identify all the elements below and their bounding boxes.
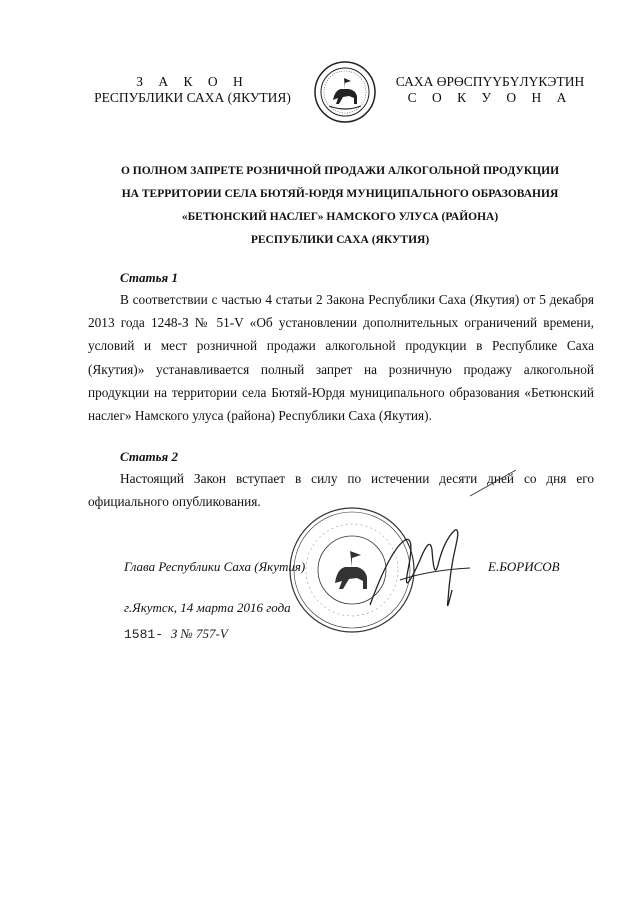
title-line3: «БЕТЮНСКИЙ НАСЛЕГ» НАМСКОГО УЛУСА (РАЙОНА): [181, 211, 499, 223]
header-left-line2: РЕСПУБЛИКИ САХА (ЯКУТИЯ): [94, 90, 291, 105]
article2-heading: Статья 2: [120, 449, 178, 464]
title-line2: НА ТЕРРИТОРИИ СЕЛА БЮТЯЙ-ЮРДЯ МУНИЦИПАЛЬНОГО ОБРАЗОВАНИЯ: [121, 188, 559, 200]
article1-body: В соответствии с частью 4 статьи 2 Закона Республики Саха (Якутия) от 5 декабря 2013 года 1248-З № 51-V «Об установлении дополнительных ограничений времени, условий и мест розничной продажи алкогольной продукции в Республике Саха (Якутия)» устанавливается полный запрет на розничную продажу алкогольной продукции на территории села Бютяй-Юрдя муниципального образования «Бетюнский наслег» Намского улуса (района) Республики Саха (Якутия).: [88, 292, 594, 424]
header-left: [70, 74, 315, 106]
title-line4: РЕСПУБЛИКИ САХА (ЯКУТИЯ): [250, 234, 430, 246]
handwritten-signature-icon: [360, 510, 480, 620]
signatory-role: Глава Республики Саха (Якутия): [124, 559, 306, 574]
article2-body: Настоящий Закон вступает в силу по истечении десяти дней со дня его официального опубликования.: [88, 471, 594, 510]
signatory-name: Е.БОРИСОВ: [488, 559, 560, 574]
header-right-line1: САХА ӨРӨСПҮҮБҮЛҮКЭТИН: [395, 74, 585, 89]
article1-text: [88, 288, 594, 427]
handwritten-stroke-icon: [468, 468, 518, 498]
header-right: [370, 74, 610, 106]
law-number-prefix: 1581-: [124, 627, 164, 642]
sakha-coat-of-arms-icon: [313, 60, 377, 124]
law-number-suffix: З № 757-V: [170, 626, 228, 641]
header-left-line1: З А К О Н: [136, 74, 249, 89]
law-title: [60, 160, 620, 252]
article1-heading: Статья 1: [120, 270, 178, 285]
title-line1: О ПОЛНОМ ЗАПРЕТЕ РОЗНИЧНОЙ ПРОДАЖИ АЛКОГОЛЬНОЙ ПРОДУКЦИИ: [120, 165, 560, 177]
place-and-date: г.Якутск, 14 марта 2016 года: [124, 600, 291, 615]
header-right-line2: С О К У О Н А: [407, 90, 573, 105]
law-number: [124, 626, 228, 642]
